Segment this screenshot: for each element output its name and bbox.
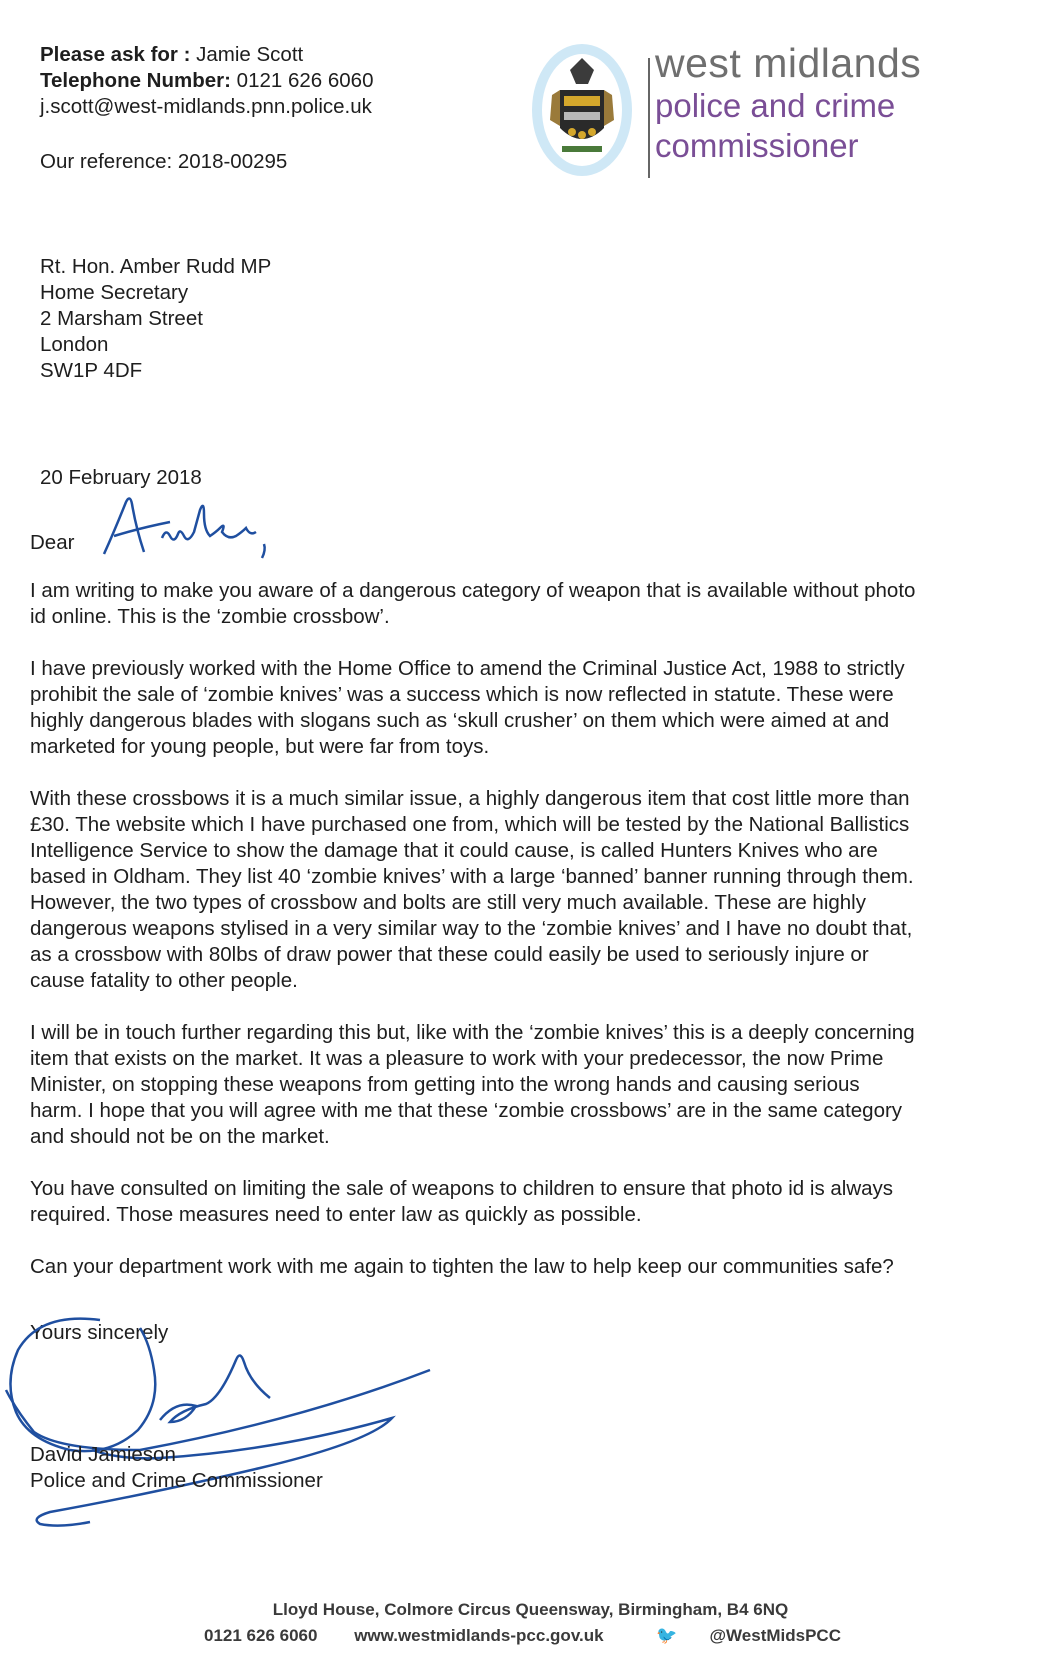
- letter-footer: [0, 1597, 1061, 1649]
- body-line: marketed for young people, but were far from toys.: [30, 735, 490, 758]
- body-line: Minister, on stopping these weapons from getting into the wrong hands and causing serious: [30, 1073, 860, 1096]
- body-line: highly dangerous blades with slogans such as ‘skull crusher’ on them which were aimed at and: [30, 709, 890, 732]
- footer-twitter[interactable]: [640, 1623, 857, 1649]
- body-paragraph: [30, 786, 1025, 994]
- body-line: item that exists on the market. It was a pleasure to work with your predecessor, the now Prime: [30, 1047, 884, 1070]
- recipient-line: London: [40, 333, 109, 356]
- footer-address: Lloyd House, Colmore Circus Queensway, Birmingham, B4 6NQ: [272, 1600, 789, 1619]
- footer-phone: 0121 626 6060: [204, 1626, 318, 1645]
- recipient-address: [40, 254, 271, 384]
- brand-line-3: commissioner: [655, 127, 859, 164]
- body-line: £30. The website which I have purchased one from, which will be tested by the National Ballistics: [30, 813, 910, 836]
- body-line: However, the two types of crossbow and bolts are still very much available. These are highly: [30, 891, 866, 914]
- body-line: I am writing to make you aware of a dangerous category of weapon that is available without photo: [30, 579, 916, 602]
- signatory-block: [30, 1442, 323, 1494]
- telephone-label: Telephone Number:: [40, 69, 231, 92]
- body-line: and should not be on the market.: [30, 1125, 330, 1148]
- body-line: as a crossbow with 80lbs of draw power that these could easily be used to seriously injure or: [30, 943, 869, 966]
- body-line: harm. I hope that you will agree with me that these ‘zombie crossbows’ are in the same category: [30, 1099, 903, 1122]
- footer-twitter-handle: @WestMidsPCC: [709, 1626, 841, 1645]
- contact-block: [40, 42, 373, 120]
- body-paragraph: [30, 1254, 1025, 1280]
- handwritten-amber-signature: [100, 492, 290, 567]
- body-line: id online. This is the ‘zombie crossbow’.: [30, 605, 390, 628]
- twitter-bird-icon: 🐦: [656, 1626, 678, 1645]
- body-line: You have consulted on limiting the sale of weapons to children to ensure that photo id is always: [30, 1177, 894, 1200]
- signatory-name: David Jamieson: [30, 1443, 176, 1466]
- closing: Yours sincerely: [30, 1321, 169, 1344]
- body-line: required. Those measures need to enter law as quickly as possible.: [30, 1203, 642, 1226]
- body-line: I will be in touch further regarding this but, like with the ‘zombie knives’ this is a deeply concerning: [30, 1021, 915, 1044]
- body-paragraph: [30, 1176, 1025, 1228]
- recipient-line: Rt. Hon. Amber Rudd MP: [40, 255, 272, 278]
- crest-logo: [530, 40, 650, 180]
- body-line: I have previously worked with the Home Office to amend the Criminal Justice Act, 1988 to strictly: [30, 657, 905, 680]
- recipient-line: 2 Marsham Street: [40, 307, 203, 330]
- brand-line-2: police and crime: [655, 87, 896, 124]
- letter-body: [30, 578, 1025, 1306]
- brand-line-1: west midlands: [655, 40, 922, 86]
- recipient-line: Home Secretary: [40, 281, 189, 304]
- ask-for-name: Jamie Scott: [196, 43, 304, 66]
- body-paragraph: [30, 1020, 1025, 1150]
- body-line: Intelligence Service to show the damage that it could cause, is called Hunters Knives who are: [30, 839, 878, 862]
- signatory-title: Police and Crime Commissioner: [30, 1469, 323, 1492]
- body-line: prohibit the sale of ‘zombie knives’ was a success which is now reflected in statute. These were: [30, 683, 894, 706]
- body-line: based in Oldham. They list 40 ‘zombie knives’ with a large ‘banned’ banner running through them.: [30, 865, 914, 888]
- footer-contacts: [0, 1623, 1061, 1649]
- contact-email[interactable]: j.scott@west-midlands.pnn.police.uk: [40, 95, 372, 118]
- letter-date: 20 February 2018: [40, 466, 202, 489]
- salutation: Dear: [30, 531, 75, 554]
- body-paragraph: [30, 656, 1025, 760]
- body-line: cause fatality to other people.: [30, 969, 298, 992]
- telephone-number: 0121 626 6060: [236, 69, 374, 92]
- body-line: With these crossbows it is a much similar issue, a highly dangerous item that cost little more than: [30, 787, 910, 810]
- body-paragraph: [30, 578, 1025, 630]
- ask-for-label: Please ask for :: [40, 43, 191, 66]
- logo-divider: [648, 58, 650, 178]
- our-reference: Our reference: 2018-00295: [40, 150, 288, 173]
- coat-of-arms-icon: [530, 40, 650, 180]
- handwritten-name: [100, 492, 290, 567]
- footer-website[interactable]: www.westmidlands-pcc.gov.uk: [354, 1626, 604, 1645]
- body-line: Can your department work with me again to tighten the law to help keep our communities safe?: [30, 1255, 894, 1278]
- recipient-line: SW1P 4DF: [40, 359, 143, 382]
- body-line: dangerous weapons stylised in a very similar way to the ‘zombie knives’ and I have no doubt that,: [30, 917, 913, 940]
- ask-for-line: [40, 42, 373, 68]
- telephone-line: [40, 68, 373, 94]
- brand-wordmark: [655, 40, 921, 166]
